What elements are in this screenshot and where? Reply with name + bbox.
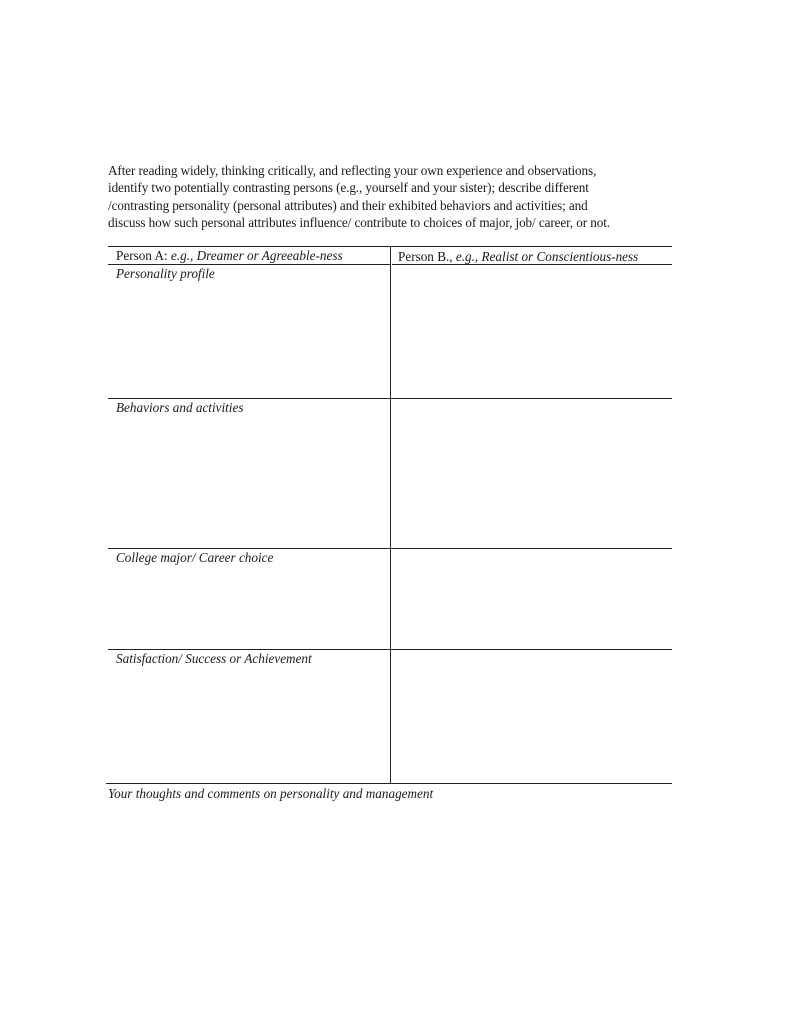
row-label-personality-profile: Personality profile [116,266,215,281]
instructions-line: discuss how such personal attributes influence/ contribute to choices of major, job/ career, or not. [108,214,611,230]
row-label-college-major: College major/ Career choice [116,550,274,565]
row-divider [108,649,672,650]
person-a-header [116,248,343,264]
instructions-line: identify two potentially contrasting persons (e.g., yourself and your sister); describe different [108,180,589,196]
row-label-satisfaction: Satisfaction/ Success or Achievement [116,651,312,666]
row-divider [108,398,672,399]
person-b-example: e.g., Realist or Conscientious-ness [455,249,639,264]
comments-label: Your thoughts and comments on personality and management [108,786,434,801]
person-b-header [398,249,638,265]
column-divider [390,247,391,784]
row-label-behaviors-activities: Behaviors and activities [116,400,244,415]
instructions-line: /contrasting personality (personal attributes) and their exhibited behaviors and activities; and [108,197,588,213]
person-a-prefix: Person A: [116,248,171,263]
row-divider [108,548,672,549]
instructions-line: After reading widely, thinking critically, and reflecting your own experience and observations, [108,163,597,178]
person-b-prefix: Person B., [398,249,456,264]
instructions-paragraph [108,162,688,231]
person-a-example: e.g., Dreamer or Agreeable-ness [170,248,343,263]
table-bottom-rule [106,783,672,784]
header-underline-a [108,264,390,265]
